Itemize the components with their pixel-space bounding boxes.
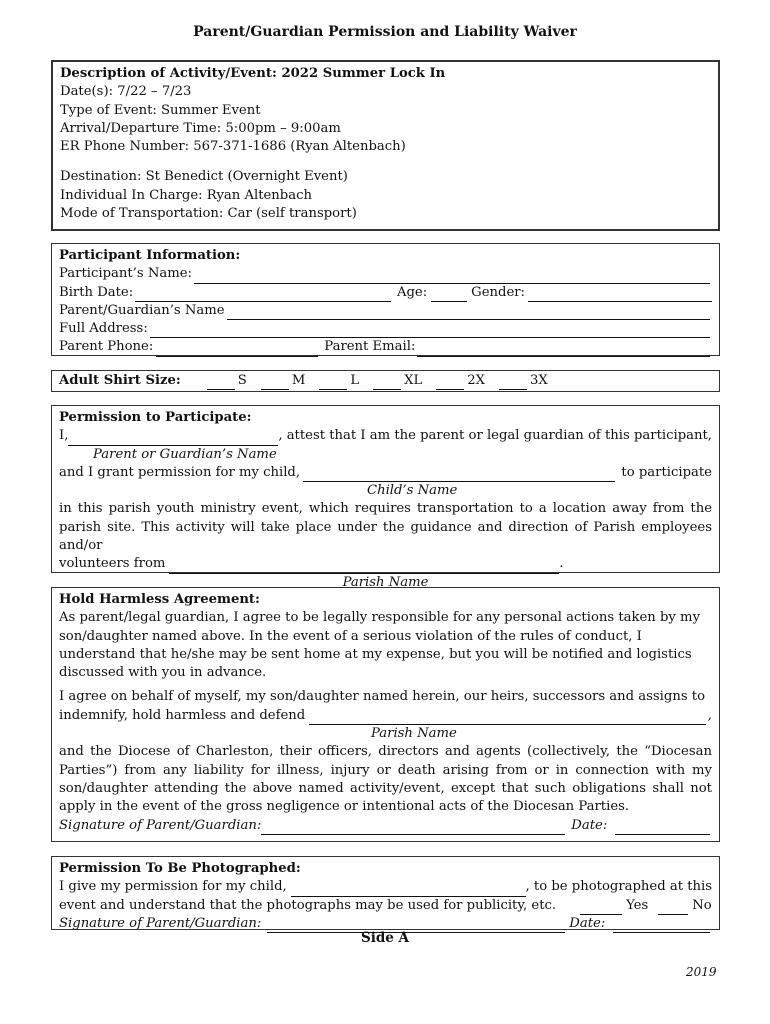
- photo-section: [51, 856, 720, 930]
- participant-name-label: Participant’s Name:: [59, 266, 192, 282]
- age-label: Age:: [396, 284, 428, 300]
- photo-permission-text: I give my permission for my child,: [59, 879, 287, 895]
- caption-child-name: Child’s Name: [367, 483, 458, 499]
- shirt-size-2x: 2X: [467, 373, 486, 388]
- gender-field[interactable]: [528, 288, 712, 302]
- permission-participate-text: to participate: [621, 464, 712, 480]
- indemnify-text: indemnify, hold harmless and defend: [59, 707, 306, 723]
- activity-transport: Mode of Transportation: Car (self transport): [60, 206, 357, 222]
- side-label: Side A: [360, 930, 410, 946]
- activity-heading: Description of Activity/Event: 2022 Summer Lock In: [60, 66, 446, 81]
- shirt-size-s: S: [237, 373, 247, 388]
- caption-guardian-name: Parent or Guardian’s Name: [93, 446, 277, 462]
- volunteers-label: volunteers from: [59, 556, 166, 572]
- caption-parish-name: Parish Name: [342, 574, 429, 590]
- parish-name-field[interactable]: [169, 560, 559, 574]
- hold-harmless-heading: Hold Harmless Agreement:: [59, 592, 260, 607]
- harmless-date-field[interactable]: [615, 821, 710, 835]
- shirt-size-m: M: [291, 373, 306, 388]
- shirt-m-blank[interactable]: [261, 376, 289, 390]
- hold-harmless-para2: I agree on behalf of myself, my son/daughter named herein, our heirs, successors and assigns to: [59, 689, 706, 705]
- indemnify-parish-field[interactable]: [309, 711, 706, 725]
- parent-phone-field[interactable]: [156, 343, 318, 357]
- permission-section: [51, 405, 720, 590]
- shirt-2x-blank[interactable]: [436, 376, 464, 390]
- guardian-name-label: Parent/Guardian’s Name: [59, 302, 225, 318]
- harmless-date-label: Date:: [571, 817, 608, 833]
- shirt-size-3x: 3X: [530, 373, 548, 388]
- gender-label: Gender:: [471, 284, 525, 300]
- caption-harmless-parish: Parish Name: [371, 726, 457, 742]
- shirt-size-section: [51, 370, 720, 392]
- guardian-attest-field[interactable]: [68, 432, 278, 446]
- activity-individual: Individual In Charge: Ryan Altenbach: [60, 187, 312, 203]
- parent-email-label: Parent Email:: [324, 339, 416, 355]
- indemnify-comma: ,: [707, 707, 712, 723]
- photo-child-name-field[interactable]: [291, 883, 526, 897]
- hold-harmless-section: [51, 587, 720, 842]
- birth-date-label: Birth Date:: [59, 284, 134, 300]
- activity-destination: Destination: St Benedict (Overnight Event): [60, 169, 348, 185]
- permission-heading: Permission to Participate:: [59, 410, 252, 425]
- activity-time: Arrival/Departure Time: 5:00pm – 9:00am: [60, 120, 341, 136]
- activity-type: Type of Event: Summer Event: [60, 102, 261, 118]
- hold-harmless-para3: and the Diocese of Charleston, their officers, directors and agents (collectively, the “Diocesan Parties”) from any liability for illness, injury or death arising from or in connection with my son/daughter attending the above named activity/event, except that such obligations shall not apply in the event of the gross negligence or intentional acts of the Diocesan Parties.: [59, 744, 712, 815]
- shirt-s-blank[interactable]: [207, 376, 235, 390]
- activity-er-phone: ER Phone Number: 567-371-1686 (Ryan Altenbach): [60, 139, 406, 155]
- permission-grant-text: and I grant permission for my child,: [59, 464, 301, 480]
- photo-date-label: Date:: [569, 915, 606, 931]
- age-field[interactable]: [431, 288, 467, 302]
- photo-yes-label: Yes: [626, 897, 649, 913]
- birth-date-field[interactable]: [135, 288, 391, 302]
- photo-yes-field[interactable]: [580, 901, 622, 915]
- participant-section: [51, 243, 720, 356]
- shirt-size-xl: XL: [404, 373, 423, 388]
- shirt-3x-blank[interactable]: [499, 376, 527, 390]
- photo-heading: Permission To Be Photographed:: [59, 861, 301, 876]
- shirt-size-l: L: [350, 373, 360, 388]
- photo-signature-label: Signature of Parent/Guardian:: [59, 915, 262, 931]
- address-field[interactable]: [150, 324, 710, 338]
- address-label: Full Address:: [59, 321, 148, 337]
- photo-understand-text: event and understand that the photographs may be used for publicity, etc.: [59, 897, 557, 913]
- shirt-xl-blank[interactable]: [373, 376, 401, 390]
- parent-email-field[interactable]: [417, 343, 710, 357]
- photo-permission-post: , to be photographed at this: [525, 879, 712, 895]
- activity-date: Date(s): 7/22 – 7/23: [60, 84, 192, 100]
- volunteers-period: .: [559, 556, 564, 572]
- participant-heading: Participant Information:: [59, 248, 241, 263]
- permission-paragraph: in this parish youth ministry event, which requires transportation to a location away from the parish site. This activity will take place under the guidance and direction of Parish employees and/or: [59, 501, 712, 554]
- guardian-name-field[interactable]: [227, 306, 710, 320]
- harmless-signature-field[interactable]: [261, 821, 565, 835]
- activity-section: [51, 60, 720, 231]
- shirt-size-label: Adult Shirt Size:: [59, 373, 181, 388]
- shirt-l-blank[interactable]: [319, 376, 347, 390]
- permission-i-label: I,: [59, 428, 69, 444]
- photo-no-label: No: [692, 897, 712, 913]
- parent-phone-label: Parent Phone:: [59, 339, 154, 355]
- photo-no-field[interactable]: [658, 901, 688, 915]
- child-name-field[interactable]: [303, 468, 615, 482]
- hold-harmless-para1: As parent/legal guardian, I agree to be legally responsible for any personal actions taken by my son/daughter named above. In the event of a serious violation of the rules of conduct, I understand that he/she may be sent home at my expense, but you will be notified and logistics discussed with you in advance.: [59, 610, 701, 681]
- permission-attest-text: , attest that I am the parent or legal guardian of this participant,: [278, 428, 712, 444]
- footer-year: 2019: [686, 965, 717, 979]
- participant-name-field[interactable]: [194, 270, 710, 284]
- page-title: Parent/Guardian Permission and Liability Waiver: [193, 24, 577, 40]
- harmless-signature-label: Signature of Parent/Guardian:: [59, 817, 262, 833]
